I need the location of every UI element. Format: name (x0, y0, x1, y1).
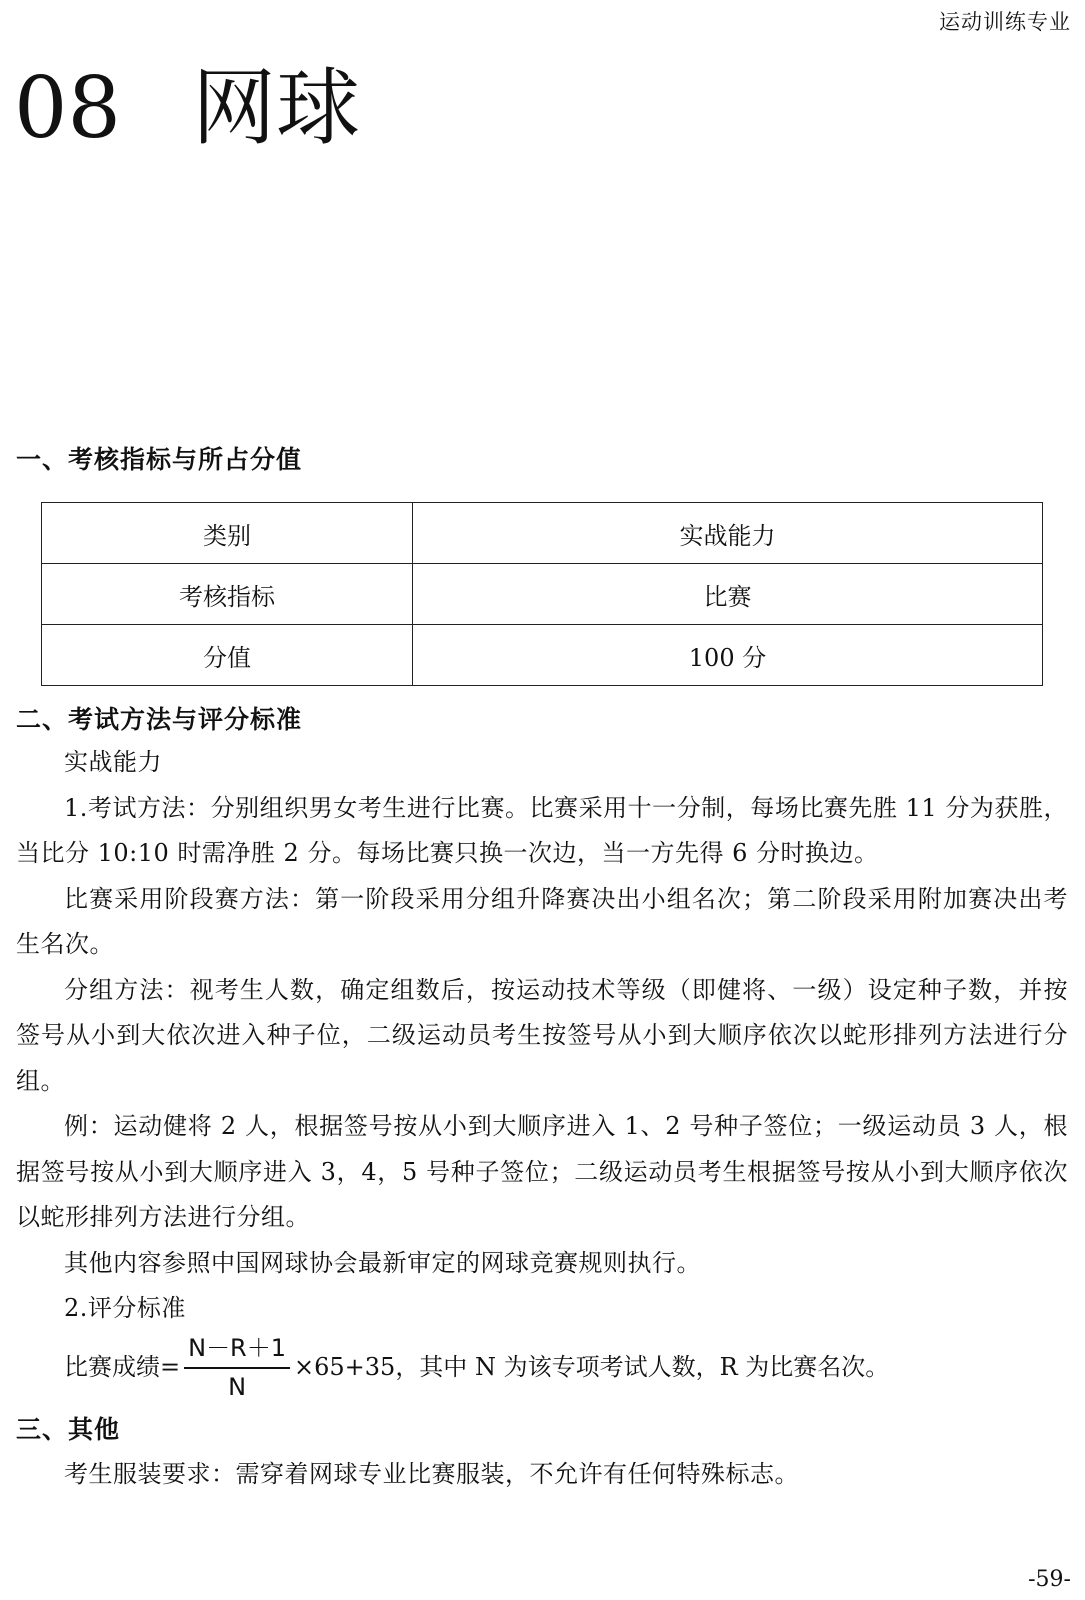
table-row (42, 503, 1043, 564)
paragraph: 考生服装要求：需穿着网球专业比赛服装，不允许有任何特殊标志。 (64, 1460, 799, 1488)
page-number: -59- (1028, 1567, 1071, 1592)
section2-body (16, 740, 1068, 1332)
table-cell: 100 分 (413, 625, 1043, 686)
chapter-number: 08 (14, 59, 121, 157)
section1-heading: 一、考核指标与所占分值 (16, 445, 303, 474)
table-cell: 比赛 (413, 564, 1043, 625)
chapter-name: 网球 (192, 59, 361, 157)
running-header: 运动训练专业 (939, 10, 1071, 34)
table-row (42, 564, 1043, 625)
section2-heading: 二、考试方法与评分标准 (16, 705, 303, 734)
paragraph: 其他内容参照中国网球协会最新审定的网球竞赛规则执行。 (64, 1248, 701, 1277)
score-table (41, 502, 1043, 686)
formula-fraction (184, 1328, 290, 1401)
formula-denominator: N (228, 1373, 247, 1401)
chapter-title (14, 58, 360, 159)
table-cell: 考核指标 (42, 564, 413, 625)
paragraph: 例：运动健将 2 人，根据签号按从小到大顺序进入 1、2 号种子签位；一级运动员 3 人，根据签号按从小到大顺序进入 3，4，5 号种子签位；二级运动员考生根据签号按从小到大顺序依次以蛇形排列方法进行分组。 (16, 1112, 1068, 1231)
paragraph: 比赛采用阶段赛方法：第一阶段采用分组升降赛决出小组名次；第二阶段采用附加赛决出考生名次。 (16, 884, 1068, 958)
formula-numerator: N－R＋1 (184, 1328, 290, 1369)
table-cell: 分值 (42, 625, 413, 686)
formula-suffix: ×65+35，其中 N 为该专项考试人数，R 为比赛名次。 (294, 1353, 890, 1381)
table-cell: 实战能力 (413, 503, 1043, 564)
paragraph: 1.考试方法：分别组织男女考生进行比赛。比赛采用十一分制，每场比赛先胜 11 分为获胜，当比分 10:10 时需净胜 2 分。每场比赛只换一次边，当一方先得 6 分时换边。 (16, 793, 1068, 867)
table-cell: 类别 (42, 503, 413, 564)
score-formula (64, 1328, 889, 1401)
table-row (42, 625, 1043, 686)
section3-heading: 三、其他 (16, 1415, 121, 1444)
paragraph: 分组方法：视考生人数，确定组数后，按运动技术等级（即健将、一级）设定种子数，并按签号从小到大依次进入种子位，二级运动员考生按签号从小到大顺序依次以蛇形排列方法进行分组。 (16, 975, 1068, 1095)
subheading: 实战能力 (64, 748, 162, 776)
formula-prefix: 比赛成绩= (64, 1353, 181, 1381)
scoring-heading: 2.评分标准 (64, 1294, 186, 1322)
section3-body (16, 1452, 1068, 1498)
